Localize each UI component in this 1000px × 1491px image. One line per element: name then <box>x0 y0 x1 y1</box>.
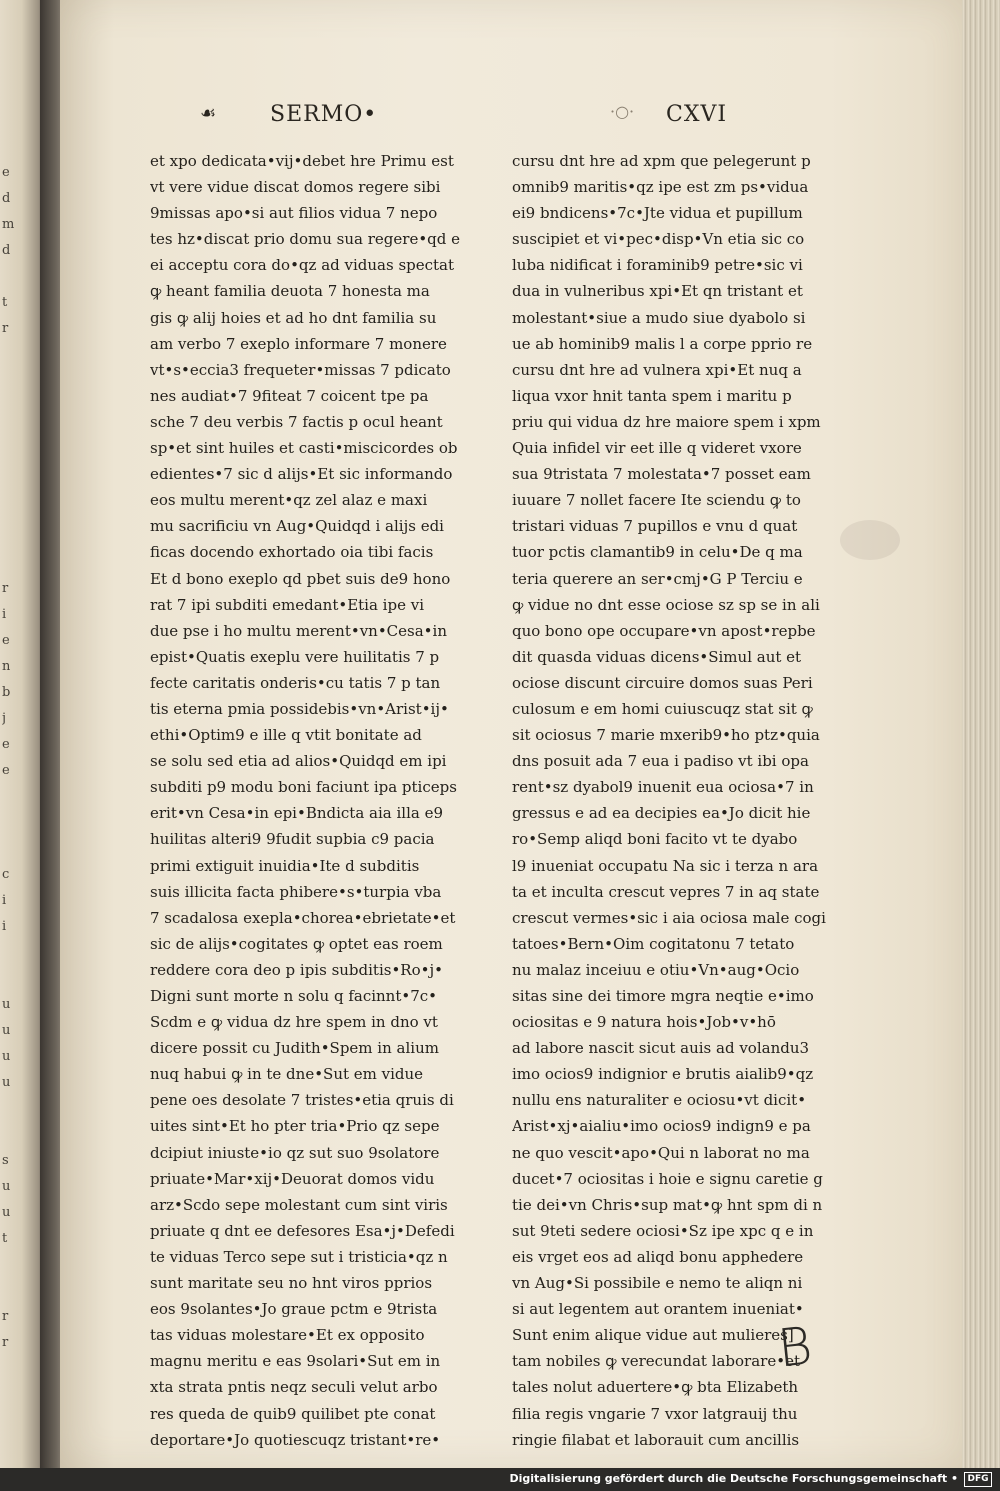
text-line: quo bono ope occupare•vn apost•repbe <box>512 621 816 640</box>
text-line: culosum e em homi cuiuscuqz stat sit ꝙ <box>512 699 813 718</box>
text-line: 7 scadalosa exepla•chorea•ebrietate•et <box>150 908 456 927</box>
text-line: deportare•Jo quotiescuqz tristant•re• <box>150 1430 441 1449</box>
text-line: sp•et sint huiles et casti•miscicordes ob <box>150 439 458 458</box>
text-line: edientes•7 sic d alijs•Et sic informando <box>150 465 453 484</box>
text-line: cursu dnt hre ad vulnera xpi•Et nuq a <box>512 360 802 379</box>
text-line: pene oes desolate 7 tristes•etia qruis di <box>150 1091 454 1110</box>
text-line: nes audiat•7 9fiteat 7 coicent tpe pa <box>150 386 429 405</box>
text-line: teria querere an ser•cmj•G P Terciu e <box>512 569 803 588</box>
text-line: res queda de quib9 quilibet pte conat <box>150 1404 436 1423</box>
text-line: magnu meritu e eas 9solari•Sut em in <box>150 1352 441 1371</box>
text-line: Sunt enim alique vidue aut mulieres] <box>512 1326 794 1345</box>
text-line: se solu sed etia ad alios•Quidqd em ipi <box>150 752 447 771</box>
text-line: vn Aug•Si possibile e nemo te aliqn ni <box>512 1274 803 1293</box>
text-line: sitas sine dei timore mgra neqtie e•imo <box>512 987 814 1005</box>
text-line: l9 inueniat occupatu Na sic i terza n ara <box>512 856 819 875</box>
text-line: ethi•Optim9 e ille q vtit bonitate ad <box>150 726 422 745</box>
header-ornament-icon: ☙ <box>200 103 218 124</box>
text-line: tuor pctis clamantib9 in celu•De q ma <box>512 543 803 562</box>
text-line: uites sint•Et ho pter tria•Prio qz sepe <box>150 1117 440 1136</box>
left-page-text-fragments: e d m d t r r i e n b j e e c i i u u u u s u u t r r <box>2 165 15 1350</box>
text-line: priuate•Mar•xij•Deuorat domos vidu <box>150 1169 435 1188</box>
text-line: ociose discunt circuire domos suas Peri <box>512 673 813 692</box>
text-line: ad labore nascit sicut auis ad volandu3 <box>512 1039 810 1058</box>
text-line: tristari viduas 7 pupillos e vnu d quat <box>512 517 798 536</box>
text-line: ei acceptu cora do•qz ad viduas spectat <box>150 256 455 275</box>
text-line: ei9 bndicens•7c•Jte vidua et pupillum <box>512 204 803 223</box>
running-header-left: SERMO• <box>270 102 378 127</box>
text-line: priuate q dnt ee defesores Esa•j•Defedi <box>150 1221 455 1240</box>
text-line: Arist•xj•aialiu•imo ocios9 indign9 e pa <box>512 1117 811 1136</box>
text-line: Et d bono exeplo qd pbet suis de9 hono <box>150 569 451 588</box>
text-line: ue ab hominib9 malis l a corpe pprio re <box>512 334 813 353</box>
text-line: reddere cora deo p ipis subditis•Ro•j• <box>150 960 443 979</box>
text-line: tes hz•discat prio domu sua regere•qd e <box>150 230 461 249</box>
text-line: sua 9tristata 7 molestata•7 posset eam <box>512 465 811 484</box>
text-line: eos 9solantes•Jo graue pctm e 9trista <box>150 1300 438 1319</box>
text-line: omnib9 maritis•qz ipe est zm ps•vidua <box>512 178 809 197</box>
text-line: dns posuit ada 7 eua i padiso vt ibi opa <box>512 752 809 771</box>
text-line: tas viduas molestare•Et ex opposito <box>150 1326 425 1345</box>
text-line: luba nidificat i foraminib9 petre•sic vi <box>512 256 803 275</box>
text-line: suis illicita facta phibere•s•turpia vba <box>150 882 442 901</box>
text-line: nu malaz inceiuu e otiu•Vn•aug•Ocio <box>512 960 800 979</box>
text-line: tam nobiles ꝙ verecundat laborare•et <box>512 1352 800 1371</box>
text-line: imo ocios9 indignior e brutis aialib9•qz <box>512 1065 814 1084</box>
text-line: gressus e ad ea decipies ea•Jo dicit hie <box>512 804 811 823</box>
text-line: tie dei•vn Chris•sup mat•ꝙ hnt spm di n <box>512 1195 823 1214</box>
text-line: xta strata pntis neqz seculi velut arbo <box>150 1378 438 1397</box>
text-line: rent•sz dyabol9 inuenit eua ociosa•7 in <box>512 778 814 797</box>
text-line: dicere possit cu Judith•Spem in alium <box>150 1039 439 1058</box>
text-line: dua in vulneribus xpi•Et qn tristant et <box>512 282 803 301</box>
text-line: nullu ens naturaliter e ociosu•vt dicit• <box>512 1091 807 1110</box>
text-line: tatoes•Bern•Oim cogitatonu 7 tetato <box>512 934 795 953</box>
text-line: erit•vn Cesa•in epi•Bndicta aia illa e9 <box>150 804 444 823</box>
folio-number: CXVI <box>666 102 728 127</box>
text-line: tis eterna pmia possidebis•vn•Arist•ij• <box>150 699 449 718</box>
text-line: ta et inculta crescut vepres 7 in aq state <box>512 882 820 901</box>
page-edge-stack <box>962 0 1000 1470</box>
text-line: arz•Scdo sepe molestant cum sint viris <box>150 1195 448 1214</box>
text-line: iuuare 7 nollet facere Ite sciendu ꝙ to <box>512 491 801 510</box>
text-column-right <box>512 148 830 1453</box>
text-line: eis vrget eos ad aliqd bonu apphedere <box>512 1247 804 1266</box>
text-line: due pse i ho multu merent•vn•Cesa•in <box>150 621 447 640</box>
text-line: rat 7 ipi subditi emedant•Etia ipe vi <box>150 595 424 614</box>
text-line: priu qui vidua dz hre maiore spem i xpm <box>512 412 821 431</box>
text-line: Digni sunt morte n solu q facinnt•7c• <box>150 987 437 1005</box>
text-line: dcipiut iniuste•io qz sut suo 9solatore <box>150 1143 440 1162</box>
text-line: sche 7 deu verbis 7 factis p ocul heant <box>150 412 443 431</box>
text-line: 9missas apo•si aut filios vidua 7 nepo <box>150 204 438 223</box>
text-line: vt•s•eccia3 frequeter•missas 7 pdicato <box>150 360 451 379</box>
text-line: et xpo dedicata•vij•debet hre Primu est <box>150 152 454 170</box>
text-line: fecte caritatis onderis•cu tatis 7 p tan <box>150 673 441 692</box>
text-line: ne quo vescit•apo•Qui n laborat no ma <box>512 1143 810 1162</box>
dfg-logo-icon: DFG <box>964 1472 992 1487</box>
text-line: primi extiguit inuidia•Ite d subditis <box>150 856 420 875</box>
text-line: ficas docendo exhortado oia tibi facis <box>150 543 434 562</box>
text-line: liqua vxor hnit tanta spem i maritu p <box>512 386 792 405</box>
text-line: te viduas Terco sepe sut i tristicia•qz n <box>150 1247 448 1266</box>
text-line: epist•Quatis exeplu vere huilitatis 7 p <box>150 647 440 666</box>
text-line: sit ociosus 7 marie mxerib9•ho ptz•quia <box>512 726 820 745</box>
text-line: suscipiet et vi•pec•disp•Vn etia sic co <box>512 230 805 249</box>
text-line: subditi p9 modu boni faciunt ipa pticeps <box>150 778 457 797</box>
text-line: am verbo 7 exeplo informare 7 monere <box>150 334 447 353</box>
text-line: cursu dnt hre ad xpm que pelegerunt p <box>512 152 811 170</box>
text-line: gis ꝙ alij hoies et ad ho dnt familia su <box>150 308 437 327</box>
text-line: sunt maritate seu no hnt viros pprios <box>150 1274 433 1293</box>
text-line: sut 9teti sedere ociosi•Sz ipe xpc q e in <box>512 1221 814 1240</box>
text-line: Scdm e ꝙ vidua dz hre spem in dno vt <box>150 1013 438 1032</box>
handwritten-mark: B <box>774 1316 816 1380</box>
text-line: nuq habui ꝙ in te dne•Sut em vidue <box>150 1065 424 1084</box>
text-line: ro•Semp aliqd boni facito vt te dyabo <box>512 830 798 849</box>
text-line: tales nolut aduertere•ꝙ bta Elizabeth <box>512 1378 799 1397</box>
text-line: dit quasda viduas dicens•Simul aut et <box>512 647 802 666</box>
text-line: mu sacrificiu vn Aug•Quidqd i alijs edi <box>150 517 444 536</box>
text-line: crescut vermes•sic i aia ociosa male cogi <box>512 908 826 927</box>
paper-stain <box>840 520 900 560</box>
text-line: ꝙ heant familia deuota 7 honesta ma <box>150 282 430 301</box>
text-line: ociositas e 9 natura hois•Job•v•hō <box>512 1013 776 1032</box>
text-line: filia regis vngarie 7 vxor latgrauij thu <box>512 1404 798 1423</box>
text-column-left <box>150 148 468 1453</box>
text-line: Quia infidel vir eet ille q videret vxore <box>512 439 802 458</box>
text-line: huilitas alteri9 9fudit supbia c9 pacia <box>150 830 435 849</box>
text-line: molestant•siue a mudo siue dyabolo si <box>512 308 806 327</box>
text-line: si aut legentem aut orantem inueniat• <box>512 1300 804 1319</box>
digitization-credit: Digitalisierung gefördert durch die Deutsche Forschungsgemeinschaft • <box>509 1472 958 1485</box>
text-line: ringie filabat et laborauit cum ancillis <box>512 1430 800 1449</box>
text-line: ꝙ vidue no dnt esse ociose sz sp se in ali <box>512 595 820 614</box>
text-line: vt vere vidue discat domos regere sibi <box>150 178 441 197</box>
header-center-mark: ·○· <box>610 102 635 121</box>
text-line: sic de alijs•cogitates ꝙ optet eas roem <box>150 934 443 953</box>
text-line: eos multu merent•qz zel alaz e maxi <box>150 491 428 510</box>
text-line: ducet•7 ociositas i hoie e signu caretie g <box>512 1169 823 1188</box>
